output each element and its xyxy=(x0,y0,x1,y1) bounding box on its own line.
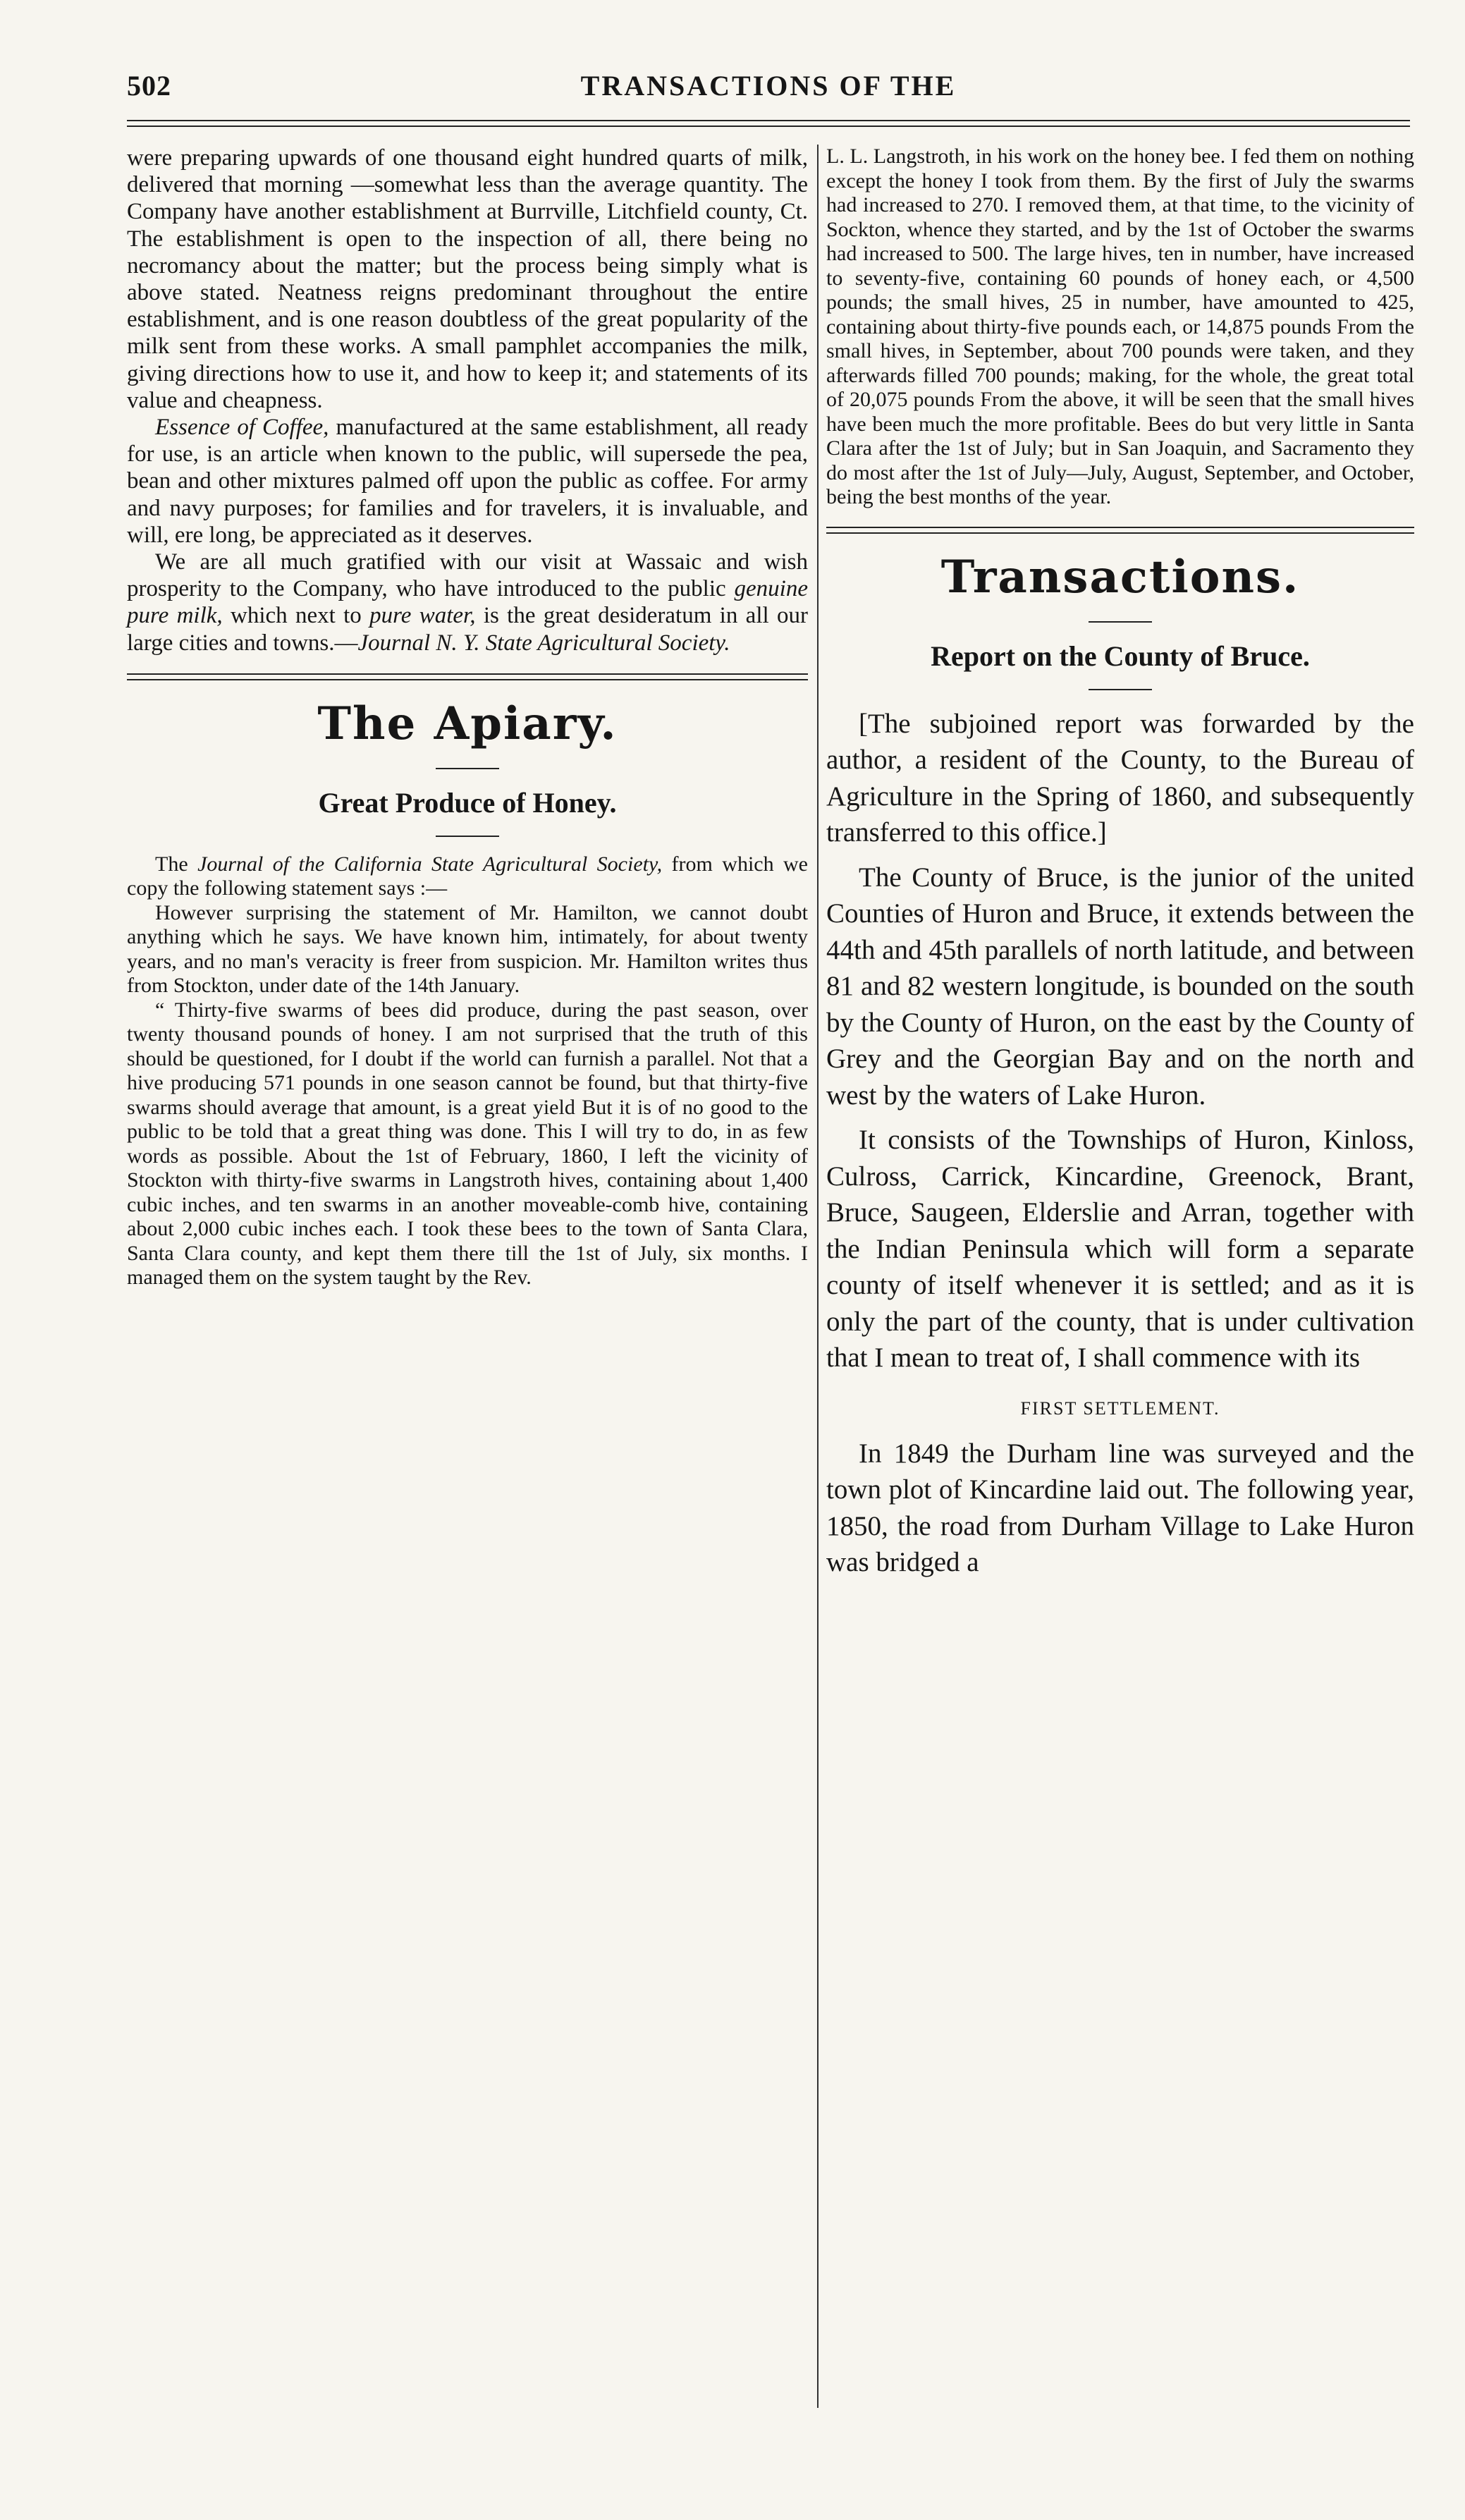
honey-letter-continued: L. L. Langstroth, in his work on the honey bee. I fed them on nothing except the honey I took from them. By the first of July the swarms had increased to 270. I removed them, at that time, to the vicinity of Sockton, whence they started, and by the 1st of October the swarms had increased to 500. The large hives, ten in number, have increased to seventy-five, containing 60 pounds of honey each, or 4,500 pounds; the small hives, 25 in number, have amounted to 425, containing about thirty-five pounds each, or 14,875 pounds From the small hives, in September, about 700 pounds were taken, and they afterwards filled 700 pounds; making, for the whole, the great total of 20,075 pounds From the above, it will be seen that the small hives have been much the more profitable. Bees do but very little in Santa Clara after the 1st of July; but in San Joaquin, and Sacramento they do most after the 1st of July—July, August, September, and October, being the best months of the year. xyxy=(826,145,1414,508)
short-rule xyxy=(436,836,499,837)
report-paragraph-3: In 1849 the Durham line was surveyed and the town plot of Kincardine laid out. The following year, 1850, the road from Durham Village to Lake Huron was bridged a xyxy=(826,1438,1414,1577)
short-rule xyxy=(436,768,499,769)
genuine-milk-italic: genuine pure milk, xyxy=(127,576,808,629)
apiary-section-title: The Apiary. xyxy=(317,697,618,750)
bruce-report-body xyxy=(826,706,1414,1581)
section-rule xyxy=(127,673,808,680)
bruce-report-title: Report on the County of Bruce. xyxy=(931,640,1310,672)
honey-intro-b: from which we copy the following statement says :— xyxy=(127,852,808,900)
honey-letter-paragraph: “ Thirty-five swarms of bees did produce, during the past season, over twenty thousand pounds of honey. I am not surprised that the truth of this should be questioned, for I doubt if the world can furnish a parallel. Not that a hive producing 571 pounds in one season cannot be found, but that thirty-five swarms should average that amount, is a great yield But it is of no good to the public to be told that a great thing was done. This I will try to do, in as few words as possible. About the 1st of February, 1860, I left the vicinity of Stockton with thirty-five swarms in Langstroth hives, containing about 1,400 cubic inches, and ten swarms in an another moveable-comb hive, containing about 2,000 cubic inches each. I took these bees to the town of Santa Clara, Santa Clara county, and kept them there till the 1st of July, six months. I managed them on the system taught by the Rev. xyxy=(127,998,808,1290)
milk-article-paragraph: were preparing upwards of one thousand eight hundred quarts of milk, delivered that morning —somewhat less than the average quantity. The Company have another establishment at Burrville, Litchfield county, Ct. The establishment is open to the inspection of all, there being no necromancy about the matter; but the process being simply what is above stated. Neatness reigns predominant throughout the entire establishment, and is one reason doubtless of the great popularity of the milk sent from these works. A small pamphlet accompanies the milk, giving directions how to use it, and how to keep it; and statements of its value and cheapness. xyxy=(127,145,808,413)
coffee-paragraph xyxy=(127,414,808,549)
wassaic-paragraph xyxy=(127,549,808,656)
running-title: TRANSACTIONS OF THE xyxy=(580,70,957,102)
short-rule xyxy=(1089,689,1152,690)
section-rule xyxy=(826,527,1414,534)
coffee-italic: Essence of Coffee, xyxy=(155,415,329,441)
left-column xyxy=(127,145,808,1290)
honey-intro-a: The xyxy=(155,852,198,876)
wassaic-text-c: is the great desideratum in all our large cities and towns.— xyxy=(127,603,808,656)
report-intro: [The subjoined report was forwarded by the author, a resident of the County, to the Bureau of Agriculture in the Spring of 1860, and subsequently transferred to this office.] xyxy=(826,708,1414,848)
honey-article-title: Great Produce of Honey. xyxy=(318,786,617,819)
report-paragraph-1: The County of Bruce, is the junior of the united Counties of Huron and Bruce, it extends between the 44th and 45th parallels of north latitude, and between 81 and 82 western longitude, is bounded on the south by the County of Huron, on the east by the County of Grey and the Georgian Bay and on the north and west by the waters of Lake Huron. xyxy=(826,862,1414,1111)
right-column xyxy=(826,145,1414,1589)
source-citation: Journal N. Y. State Agricultural Society. xyxy=(357,630,730,656)
wassaic-text-a: We are all much gratified with our visit at Wassaic and wish prosperity to the Company, who have introduced to the public xyxy=(127,549,808,602)
first-settlement-subhead: FIRST SETTLEMENT. xyxy=(1020,1397,1220,1419)
report-paragraph-2: It consists of the Townships of Huron, Kinloss, Culross, Carrick, Kincardine, Greenock, Brant, Bruce, Saugeen, Elderslie and Arran, together with the Indian Peninsula which will form a separate county of itself whenever it is settled; and as it is only the part of the county, that is under cultivation that I mean to treat of, I shall commence with its xyxy=(826,1125,1414,1373)
header-rule xyxy=(127,120,1410,127)
pure-water-italic: pure water, xyxy=(369,603,476,629)
honey-intro-paragraph xyxy=(127,852,808,901)
coffee-text: manufactured at the same establishment, all ready for use, is an article when known to the public, will supersede the pea, bean and other mixtures palmed off upon the public as coffee. For army and navy purposes; for families and for travelers, it is invaluable, and will, ere long, be appreciated as it deserves. xyxy=(127,415,809,548)
page-number: 502 xyxy=(127,70,171,102)
page-header xyxy=(127,69,1410,111)
short-rule xyxy=(1089,621,1152,623)
journal-italic: Journal of the California State Agricultural Society, xyxy=(197,852,663,876)
transactions-section-title: Transactions. xyxy=(940,550,1300,604)
column-divider xyxy=(817,145,819,2408)
honey-paragraph-2: However surprising the statement of Mr. Hamilton, we cannot doubt anything which he says. We have known him, intimately, for about twenty years, and no man's veracity is freer from suspicion. Mr. Hamilton writes thus from Stockton, under date of the 14th January. xyxy=(127,900,808,998)
wassaic-text-b: which next to xyxy=(222,603,370,629)
